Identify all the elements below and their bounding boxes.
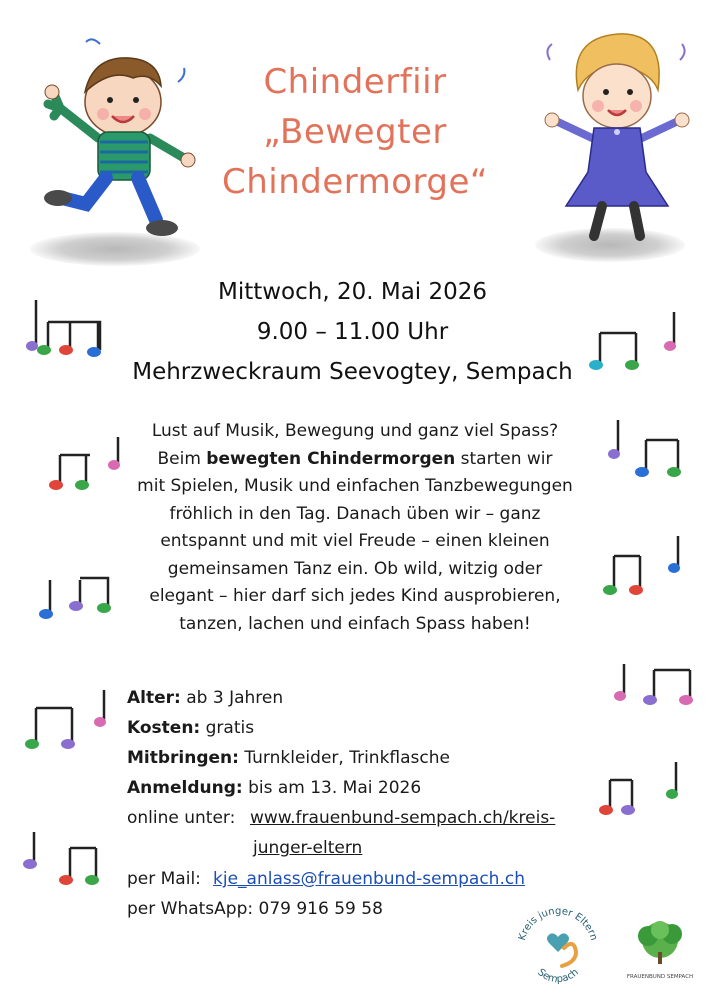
frauenbund-logo xyxy=(620,910,700,990)
description-line: elegant – hier darf sich jedes Kind ausprobieren, xyxy=(149,586,561,606)
event-place: Mehrzweckraum Seevogtey, Sempach xyxy=(132,359,573,385)
description-line: Lust auf Musik, Bewegung und ganz viel Spass? xyxy=(151,421,559,441)
description-line: gemeinsamen Tanz ein. Ob wild, witzig oder xyxy=(167,558,543,579)
description-line: tanzen, lachen und einfach Spass haben! xyxy=(179,613,531,634)
description-line: fröhlich in den Tag. Danach üben wir – ganz xyxy=(169,503,541,524)
info-age-label: Alter: xyxy=(127,688,181,708)
kje-logo-bottom-text: Sempach xyxy=(535,966,581,986)
info-online-label: online unter: xyxy=(127,808,236,828)
kje-logo-top-text: Kreis junger Eltern xyxy=(516,905,600,942)
online-url-link[interactable]: www.frauenbund-sempach.ch/kreis- xyxy=(250,808,556,828)
description-line: entspannt und mit viel Freude – einen kleinen xyxy=(160,531,550,551)
kje-logo xyxy=(510,900,606,996)
event-time: 9.00 – 11.00 Uhr xyxy=(256,319,449,345)
info-cost-label: Kosten: xyxy=(127,718,201,738)
description-line: Beim bewegten Chindermorgen starten wir xyxy=(157,448,553,469)
info-cost-value: gratis xyxy=(205,718,255,738)
poster-title-line-1: Chinderfiir xyxy=(263,62,447,102)
info-mail-label: per Mail: xyxy=(127,869,201,889)
poster-title-line-2: „Bewegter xyxy=(263,112,447,152)
info-registration-value: bis am 13. Mai 2026 xyxy=(248,778,422,798)
info-registration-label: Anmeldung: xyxy=(127,778,243,798)
info-whatsapp-value: 079 916 59 58 xyxy=(258,899,383,919)
frauenbund-logo-text: FRAUENBUND SEMPACH xyxy=(626,974,694,980)
poster-title-line-3: Chindermorge“ xyxy=(221,162,489,202)
info-bring-value: Turnkleider, Trinkflasche xyxy=(244,748,450,768)
info-whatsapp-label: per WhatsApp: xyxy=(127,899,254,919)
mail-link[interactable]: kje_anlass@frauenbund-sempach.ch xyxy=(213,869,525,889)
description-line: mit Spielen, Musik und einfachen Tanzbewegungen xyxy=(137,476,573,496)
info-age-value: ab 3 Jahren xyxy=(186,688,284,708)
info-bring-label: Mitbringen: xyxy=(127,748,239,768)
event-date: Mittwoch, 20. Mai 2026 xyxy=(217,279,488,305)
online-url-link-continued[interactable]: junger-eltern xyxy=(253,838,363,858)
description-highlight: bewegten Chindermorgen xyxy=(206,448,456,469)
